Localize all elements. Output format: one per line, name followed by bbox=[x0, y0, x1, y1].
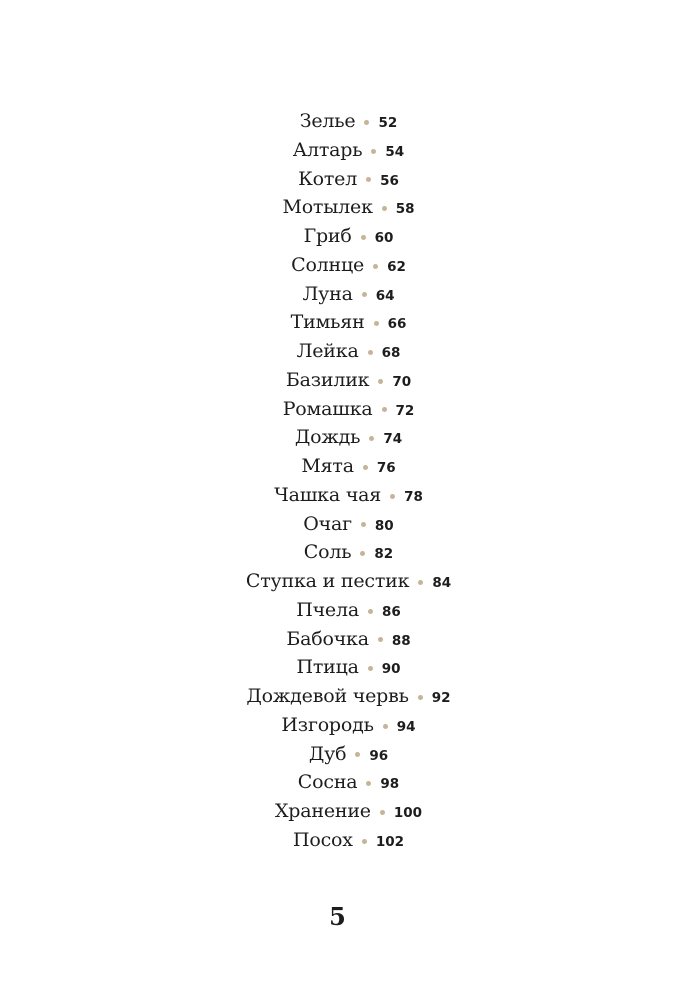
toc-entry-page: 74 bbox=[383, 431, 403, 448]
toc-entry-title: Лейка bbox=[296, 340, 359, 362]
toc-entry bbox=[0, 538, 689, 567]
bullet-dot-icon bbox=[368, 666, 373, 671]
bullet-dot-icon bbox=[368, 350, 373, 355]
toc-entry-title: Хранение bbox=[274, 800, 371, 822]
bullet-dot-icon bbox=[361, 522, 366, 527]
toc-entry-page: 64 bbox=[375, 287, 395, 304]
toc-entry-page: 84 bbox=[432, 575, 452, 591]
toc-entry-title: Дуб bbox=[308, 742, 347, 765]
toc-entry-title: Гриб bbox=[303, 225, 352, 247]
bullet-dot-icon bbox=[418, 695, 423, 700]
toc-entry-title: Чашка чая bbox=[274, 483, 382, 506]
bullet-dot-icon bbox=[378, 379, 383, 384]
toc-entry-page: 72 bbox=[395, 402, 415, 419]
bullet-dot-icon bbox=[355, 752, 360, 757]
bullet-dot-icon bbox=[362, 839, 367, 844]
bullet-dot-icon bbox=[363, 465, 368, 470]
toc-entry-title: Дождевой червь bbox=[246, 685, 409, 707]
toc-entry-title: Зелье bbox=[299, 110, 356, 132]
bullet-dot-icon bbox=[362, 292, 367, 297]
toc-entry-page: 60 bbox=[374, 230, 394, 246]
toc-entry-page: 90 bbox=[381, 661, 401, 678]
toc-entry bbox=[0, 193, 689, 222]
toc-entry bbox=[0, 395, 689, 424]
toc-entry-title: Птица bbox=[296, 656, 359, 679]
toc-entry bbox=[0, 222, 689, 251]
bullet-dot-icon bbox=[369, 436, 374, 441]
bullet-dot-icon bbox=[390, 494, 395, 499]
toc-entry bbox=[0, 768, 689, 797]
toc-entry-title: Очаг bbox=[303, 512, 352, 535]
toc-entry-title: Мята bbox=[301, 455, 354, 477]
toc-entry-page: 96 bbox=[369, 747, 389, 764]
toc-entry-title: Бабочка bbox=[286, 627, 369, 650]
toc-entry-page: 82 bbox=[374, 546, 394, 563]
toc-entry bbox=[0, 280, 689, 309]
bullet-dot-icon bbox=[383, 724, 388, 729]
toc-entry bbox=[0, 452, 689, 481]
toc-entry-title: Ромашка bbox=[282, 397, 373, 420]
toc-entry-page: 68 bbox=[381, 345, 401, 361]
toc-entry bbox=[0, 826, 689, 855]
toc-entry-title: Дождь bbox=[294, 426, 361, 449]
toc-entry-page: 100 bbox=[393, 805, 423, 821]
toc-entry-page: 54 bbox=[385, 143, 405, 160]
toc-entry-page: 86 bbox=[381, 603, 401, 620]
bullet-dot-icon bbox=[378, 637, 383, 642]
bullet-dot-icon bbox=[380, 810, 385, 815]
toc-entry-title: Солнце bbox=[291, 253, 365, 276]
toc-entry-title: Пчела bbox=[296, 598, 359, 621]
toc-entry bbox=[0, 653, 689, 682]
toc-entry-page: 78 bbox=[404, 488, 423, 505]
toc-entry bbox=[0, 366, 689, 395]
toc-entry-title: Алтарь bbox=[292, 138, 363, 161]
toc-entry bbox=[0, 740, 689, 769]
toc-entry-page: 88 bbox=[391, 632, 411, 649]
bullet-dot-icon bbox=[418, 580, 423, 585]
toc-entry-title: Ступка и пестик bbox=[245, 570, 410, 592]
toc-entry bbox=[0, 308, 689, 337]
toc-entry-title: Изгородь bbox=[281, 713, 374, 736]
toc-entry-title: Посох bbox=[293, 828, 353, 851]
toc-entry-title: Сосна bbox=[297, 771, 358, 794]
table-of-contents bbox=[0, 107, 689, 855]
bullet-dot-icon bbox=[360, 551, 365, 556]
toc-entry bbox=[0, 596, 689, 625]
toc-entry bbox=[0, 481, 689, 510]
toc-entry-title: Луна bbox=[302, 282, 353, 305]
toc-entry-page: 58 bbox=[395, 201, 415, 218]
toc-entry-page: 66 bbox=[387, 316, 407, 333]
toc-entry-page: 70 bbox=[392, 373, 412, 390]
bullet-dot-icon bbox=[382, 206, 387, 211]
toc-entry-title: Соль bbox=[303, 541, 352, 564]
bullet-dot-icon bbox=[382, 407, 387, 412]
toc-entry bbox=[0, 567, 689, 596]
toc-entry-page: 80 bbox=[374, 517, 394, 534]
toc-entry bbox=[0, 711, 689, 740]
toc-entry bbox=[0, 251, 689, 280]
toc-entry bbox=[0, 797, 689, 826]
toc-entry-page: 98 bbox=[380, 776, 400, 793]
toc-entry bbox=[0, 682, 689, 711]
page-number: 5 bbox=[329, 902, 346, 931]
bullet-dot-icon bbox=[368, 609, 373, 614]
toc-entry bbox=[0, 510, 689, 539]
toc-entry bbox=[0, 337, 689, 366]
bullet-dot-icon bbox=[364, 120, 369, 125]
bullet-dot-icon bbox=[374, 321, 379, 326]
toc-entry-title: Котел bbox=[298, 167, 358, 190]
toc-entry-page: 94 bbox=[396, 718, 416, 735]
toc-entry-page: 92 bbox=[431, 690, 451, 706]
bullet-dot-icon bbox=[361, 235, 366, 240]
toc-entry-title: Мотылек bbox=[282, 196, 373, 219]
toc-entry-page: 56 bbox=[380, 172, 399, 189]
toc-entry bbox=[0, 165, 689, 194]
bullet-dot-icon bbox=[366, 781, 371, 786]
bullet-dot-icon bbox=[373, 264, 378, 269]
toc-entry bbox=[0, 107, 689, 136]
toc-entry-title: Тимьян bbox=[290, 311, 365, 334]
toc-entry-page: 76 bbox=[376, 460, 396, 476]
bullet-dot-icon bbox=[371, 149, 376, 154]
toc-entry bbox=[0, 136, 689, 165]
bullet-dot-icon bbox=[366, 177, 371, 182]
toc-entry-title: Базилик bbox=[285, 368, 370, 391]
toc-entry-page: 102 bbox=[375, 833, 404, 850]
toc-entry bbox=[0, 625, 689, 654]
toc-entry bbox=[0, 423, 689, 452]
toc-entry-page: 52 bbox=[378, 115, 398, 131]
toc-entry-page: 62 bbox=[387, 258, 406, 275]
